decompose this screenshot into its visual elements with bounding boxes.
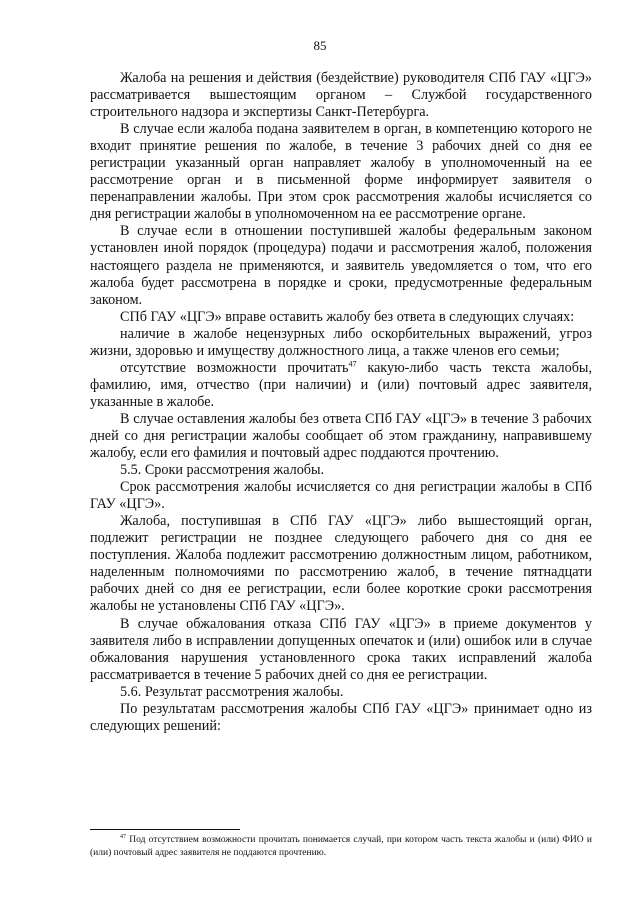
body-text [90, 70, 592, 735]
footnote [90, 834, 592, 860]
page-number: 85 [313, 38, 327, 53]
section-heading: 5.5. Сроки рассмотрения жалобы. [120, 462, 325, 479]
paragraph: наличие в жалобе нецензурных либо оскорбительных выражений, угроз жизни, здоровью и имуществу должностного лица, а также членов его семьи; [90, 325, 592, 359]
paragraph: Срок рассмотрения жалобы исчисляется со дня регистрации жалобы в СПб ГАУ «ЦГЭ». [90, 479, 592, 513]
paragraph: В случае если в отношении поступившей жалобы федеральным законом установлен иной порядок (процедура) подачи и рассмотрения жалоб, положения настоящего раздела не применяются, и заявитель уведомляется о том, что его жалоба будет рассмотрена в порядке и сроки, предусмотренные федеральным законом. [90, 223, 592, 308]
paragraph: В случае оставления жалобы без ответа СПб ГАУ «ЦГЭ» в течение 3 рабочих дней со дня регистрации жалобы сообщает об этом гражданину, направившему жалобу, если его фамилия и почтовый адрес поддаются прочтению. [90, 410, 592, 462]
paragraph: В случае если жалоба подана заявителем в орган, в компетенцию которого не входит принятие решения по жалобе, в течение 3 рабочих дней со дня ее регистрации указанный орган направляет жалобу в уполномоченный на ее рассмотрение орган и в письменной форме информирует заявителя о перенаправлении жалобы. При этом срок рассмотрения жалобы исчисляется со дня регистрации жалобы в уполномоченном на ее рассмотрение органе. [90, 121, 592, 223]
section-heading: 5.6. Результат рассмотрения жалобы. [120, 683, 344, 700]
footnote-divider [90, 829, 240, 830]
footnote-number: 47 [120, 833, 126, 840]
paragraph: По результатам рассмотрения жалобы СПб ГАУ «ЦГЭ» принимает одно из следующих решений: [90, 700, 592, 734]
paragraph: В случае обжалования отказа СПб ГАУ «ЦГЭ» в приеме документов у заявителя либо в исправлении допущенных опечаток и (или) ошибок или в случае обжалования нарушения установленного срока таких исправлений жалоба рассматривается в течение 5 рабочих дней со дня ее регистрации. [90, 615, 592, 683]
paragraph-with-footnote-ref [90, 360, 592, 411]
paragraph: СПб ГАУ «ЦГЭ» вправе оставить жалобу без ответа в следующих случаях: [120, 308, 575, 325]
footnote-reference[interactable]: 47 [348, 359, 357, 369]
paragraph: Жалоба на решения и действия (бездействие) руководителя СПб ГАУ «ЦГЭ» рассматривается вышестоящим органом – Службой государственного строительного надзора и экспертизы Санкт-Петербурга. [90, 70, 592, 121]
paragraph-text-start: отсутствие возможности прочитать [120, 359, 349, 376]
footnote-text: Под отсутствием возможности прочитать понимается случай, при котором часть текста жалобы и (или) ФИО и (или) почтовый адрес заявителя не поддаются прочтению. [90, 835, 592, 858]
paragraph-text-end: какую-либо часть текста жалобы, фамилию, имя, отчество (при наличии) и (или) почтовый адрес заявителя, указанные в жалобе. [90, 359, 592, 410]
paragraph: Жалоба, поступившая в СПб ГАУ «ЦГЭ» либо вышестоящий орган, подлежит регистрации не позднее следующего рабочего дня со дня ее поступления. Жалоба подлежит рассмотрению должностным лицом, работником, наделенным полномочиями по рассмотрению жалоб, в течение пятнадцати рабочих дней со дня ее регистрации, если более короткие сроки рассмотрения жалобы не установлены СПб ГАУ «ЦГЭ». [90, 513, 592, 615]
